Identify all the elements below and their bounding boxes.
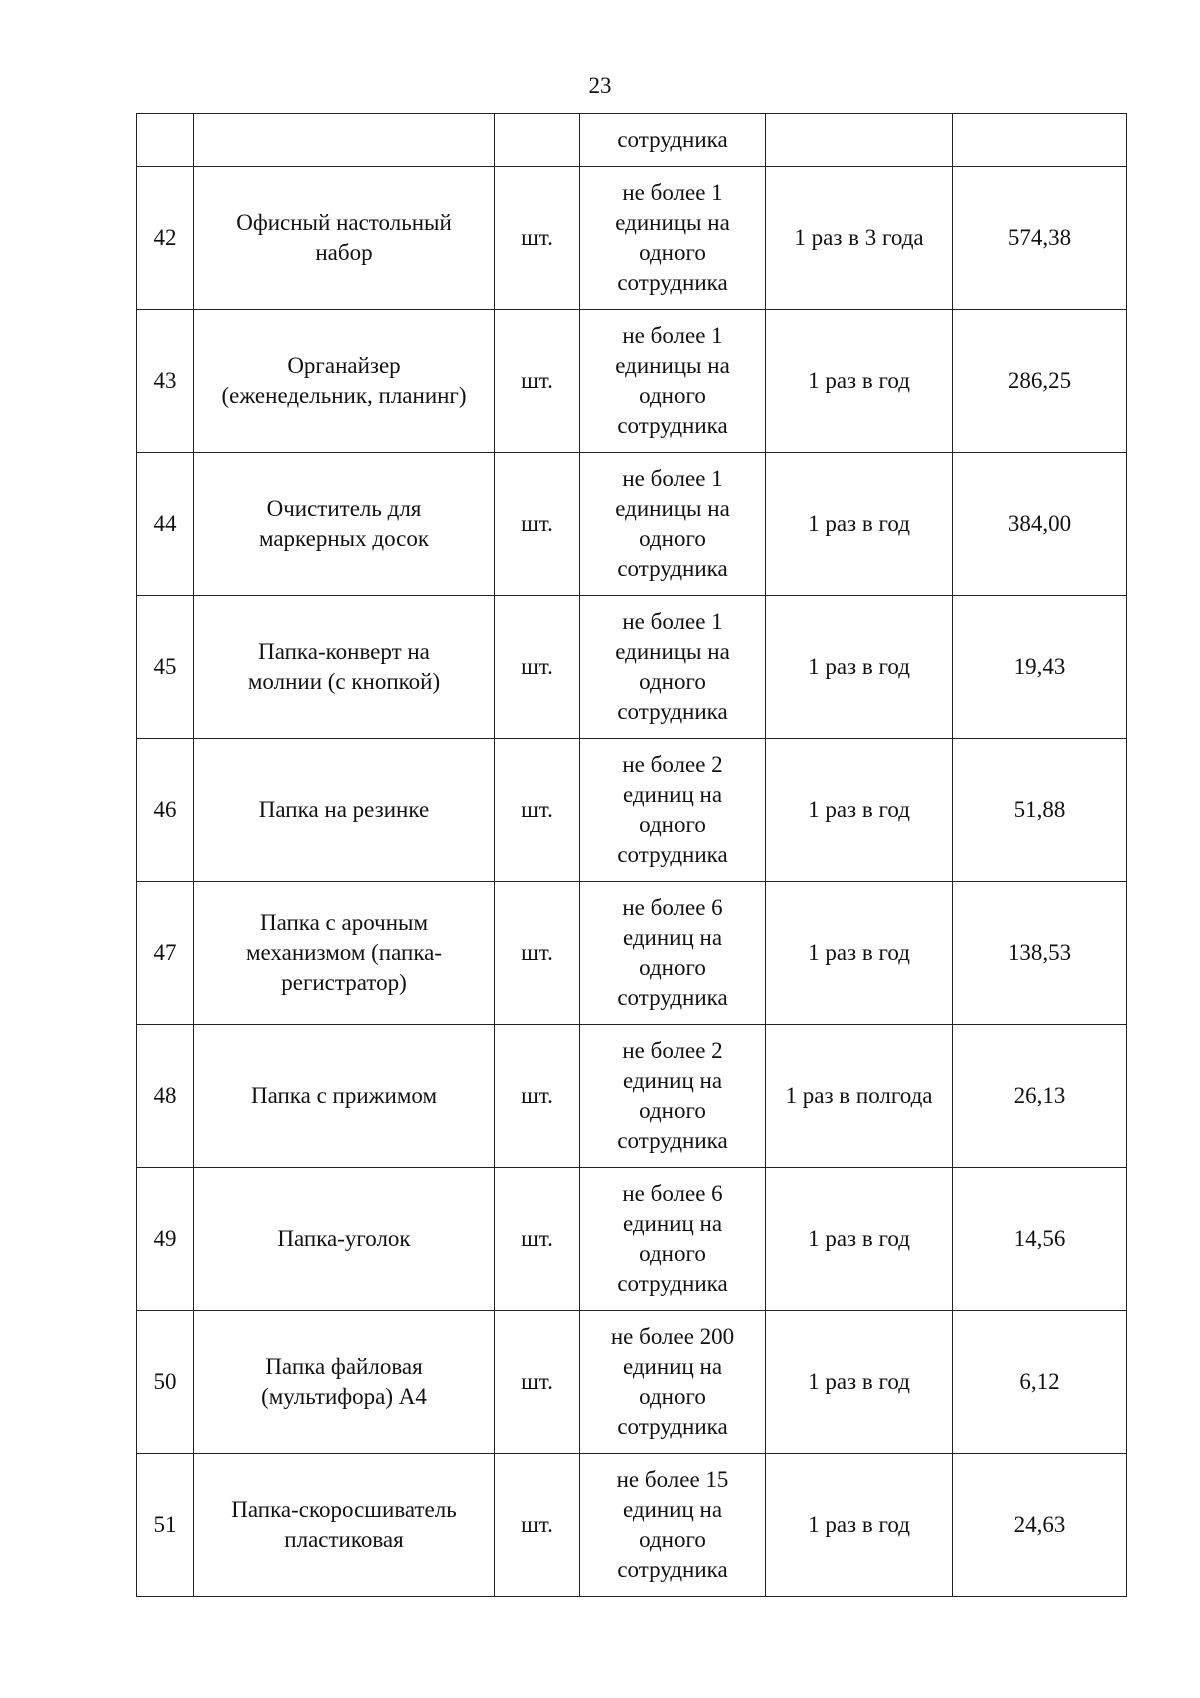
page-number: 23 — [588, 73, 612, 98]
cell-unit: шт. — [495, 453, 580, 596]
cell-price: 6,12 — [953, 1311, 1127, 1454]
cell-price: 384,00 — [953, 453, 1127, 596]
cell-price: 26,13 — [953, 1025, 1127, 1168]
table-row — [137, 739, 1127, 882]
cell-norm: не более 15 единиц на одного сотрудника — [580, 1454, 766, 1597]
cell-period — [766, 114, 953, 167]
cell-norm: не более 2 единиц на одного сотрудника — [580, 1025, 766, 1168]
cell-period: 1 раз в год — [766, 1454, 953, 1597]
cell-name: Папка с арочным механизмом (папка- регистратор) — [194, 882, 495, 1025]
cell-period: 1 раз в год — [766, 596, 953, 739]
cell-name: Папка-уголок — [194, 1168, 495, 1311]
cell-unit: шт. — [495, 310, 580, 453]
cell-norm: не более 200 единиц на одного сотрудника — [580, 1311, 766, 1454]
table-row — [137, 1311, 1127, 1454]
cell-unit: шт. — [495, 1168, 580, 1311]
cell-period: 1 раз в год — [766, 1311, 953, 1454]
cell-norm: не более 6 единиц на одного сотрудника — [580, 882, 766, 1025]
cell-name: Папка-скоросшиватель пластиковая — [194, 1454, 495, 1597]
cell-norm: не более 2 единиц на одного сотрудника — [580, 739, 766, 882]
cell-norm: не более 1 единицы на одного сотрудника — [580, 453, 766, 596]
cell-unit: шт. — [495, 739, 580, 882]
cell-period: 1 раз в год — [766, 310, 953, 453]
cell-period: 1 раз в год — [766, 1168, 953, 1311]
table-row — [137, 167, 1127, 310]
table-row — [137, 596, 1127, 739]
cell-name: Папка-конверт на молнии (с кнопкой) — [194, 596, 495, 739]
table-row — [137, 882, 1127, 1025]
cell-number: 47 — [137, 882, 194, 1025]
cell-name: Органайзер (еженедельник, планинг) — [194, 310, 495, 453]
cell-number: 51 — [137, 1454, 194, 1597]
cell-number: 43 — [137, 310, 194, 453]
cell-price: 24,63 — [953, 1454, 1127, 1597]
cell-name: Папка с прижимом — [194, 1025, 495, 1168]
cell-unit: шт. — [495, 596, 580, 739]
cell-period: 1 раз в год — [766, 739, 953, 882]
cell-price: 51,88 — [953, 739, 1127, 882]
cell-name: Очиститель для маркерных досок — [194, 453, 495, 596]
cell-price: 138,53 — [953, 882, 1127, 1025]
cell-number — [137, 114, 194, 167]
cell-norm: сотрудника — [580, 114, 766, 167]
cell-period: 1 раз в год — [766, 882, 953, 1025]
cell-price — [953, 114, 1127, 167]
cell-norm: не более 1 единицы на одного сотрудника — [580, 167, 766, 310]
cell-price: 574,38 — [953, 167, 1127, 310]
cell-unit: шт. — [495, 1025, 580, 1168]
cell-unit: шт. — [495, 882, 580, 1025]
cell-price: 286,25 — [953, 310, 1127, 453]
cell-price: 19,43 — [953, 596, 1127, 739]
cell-number: 45 — [137, 596, 194, 739]
cell-unit: шт. — [495, 167, 580, 310]
supplies-table — [136, 113, 1127, 1597]
cell-number: 48 — [137, 1025, 194, 1168]
cell-number: 49 — [137, 1168, 194, 1311]
cell-unit: шт. — [495, 1454, 580, 1597]
cell-unit: шт. — [495, 1311, 580, 1454]
cell-period: 1 раз в полгода — [766, 1025, 953, 1168]
table-row — [137, 1025, 1127, 1168]
cell-number: 42 — [137, 167, 194, 310]
table-row-continuation — [137, 114, 1127, 167]
cell-name: Офисный настольный набор — [194, 167, 495, 310]
table-row — [137, 1454, 1127, 1597]
cell-unit — [495, 114, 580, 167]
cell-norm: не более 1 единицы на одного сотрудника — [580, 310, 766, 453]
cell-number: 44 — [137, 453, 194, 596]
cell-name: Папка файловая (мультифора) А4 — [194, 1311, 495, 1454]
cell-name — [194, 114, 495, 167]
cell-period: 1 раз в год — [766, 453, 953, 596]
cell-price: 14,56 — [953, 1168, 1127, 1311]
cell-norm: не более 6 единиц на одного сотрудника — [580, 1168, 766, 1311]
table-row — [137, 310, 1127, 453]
cell-norm: не более 1 единицы на одного сотрудника — [580, 596, 766, 739]
table-row — [137, 453, 1127, 596]
cell-period: 1 раз в 3 года — [766, 167, 953, 310]
cell-number: 46 — [137, 739, 194, 882]
table-row — [137, 1168, 1127, 1311]
cell-name: Папка на резинке — [194, 739, 495, 882]
cell-number: 50 — [137, 1311, 194, 1454]
